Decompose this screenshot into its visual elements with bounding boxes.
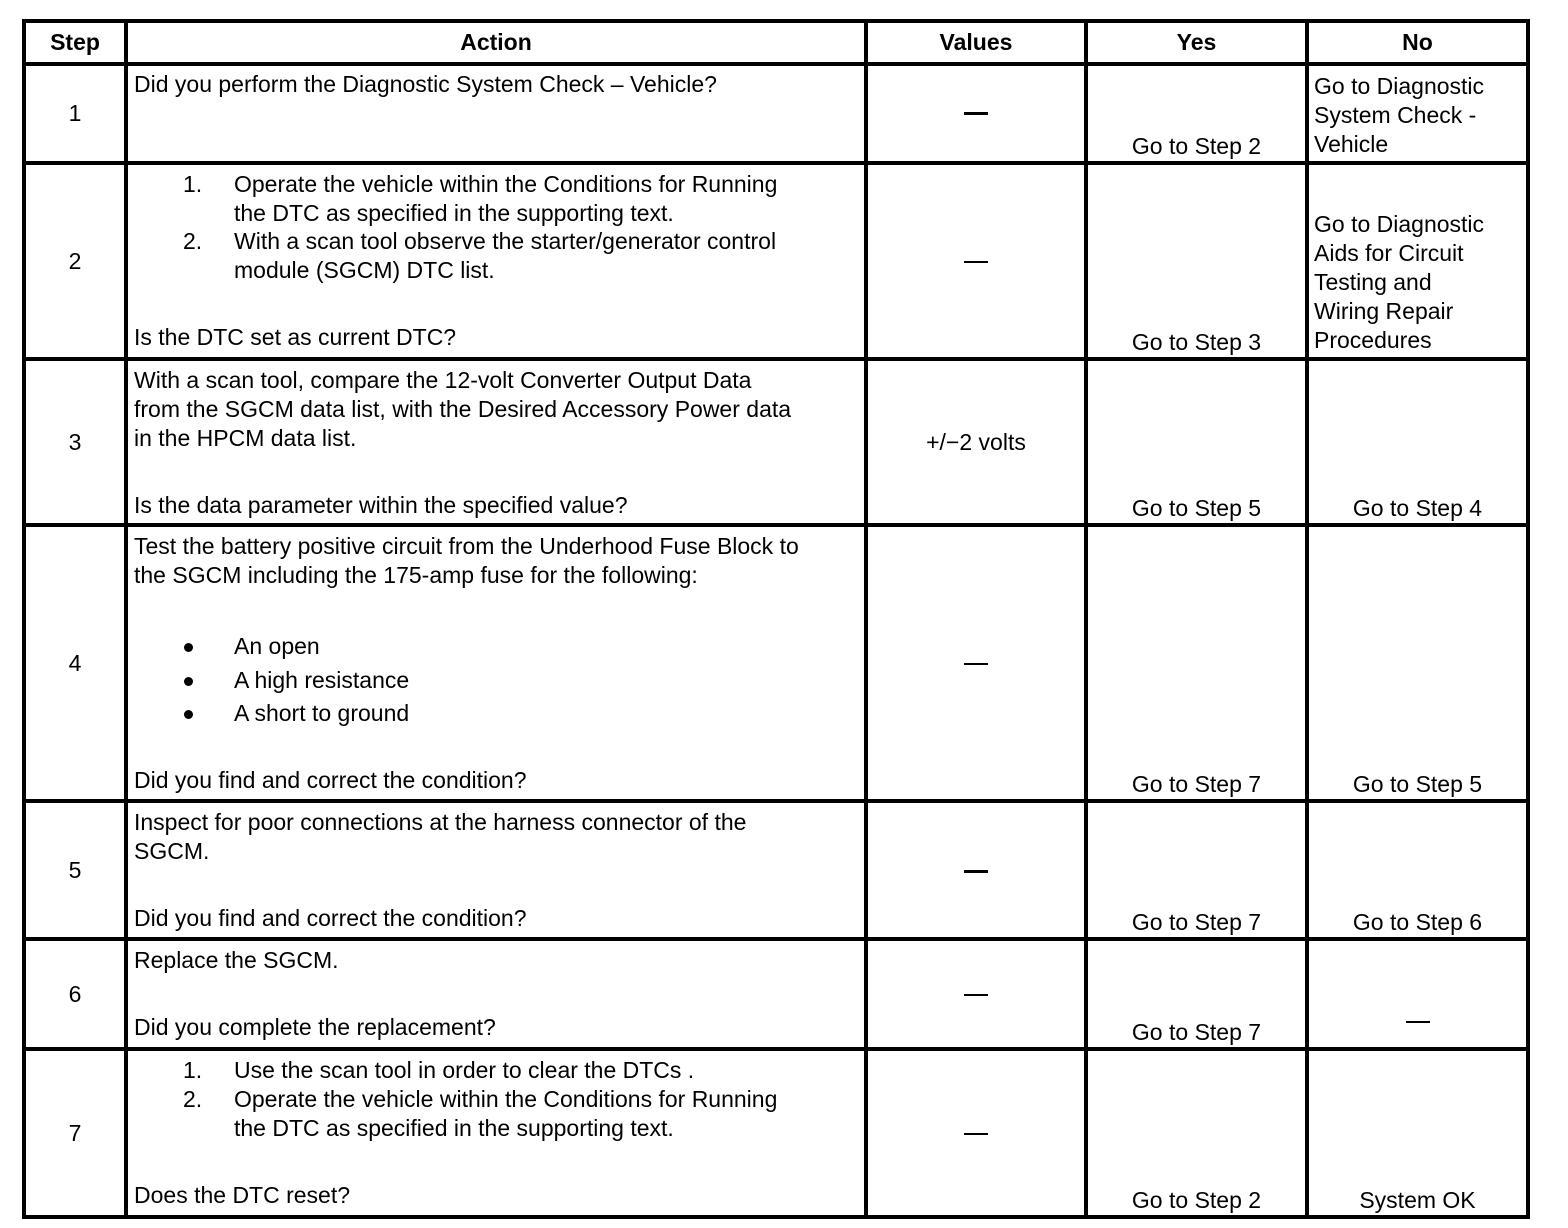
table-row: [24, 525, 1528, 801]
not-applicable-dash: [964, 870, 988, 873]
step-number: 3: [24, 359, 126, 525]
values-cell: [866, 1049, 1086, 1217]
no-line: Aids for Circuit: [1314, 240, 1464, 266]
action-line: from the SGCM data list, with the Desired Accessory Power data: [134, 396, 792, 422]
header-yes: Yes: [1086, 21, 1307, 64]
action-line: SGCM.: [134, 838, 210, 864]
step-number: 2: [24, 163, 126, 359]
bullet-text: A high resistance: [234, 667, 410, 693]
step-number: 5: [24, 801, 126, 939]
table-row: [24, 64, 1528, 163]
header-no: No: [1307, 21, 1528, 64]
no-line: Procedures: [1314, 327, 1432, 353]
diagnostic-table: [22, 19, 1530, 1219]
action-question: Does the DTC reset?: [134, 1182, 351, 1208]
yes-cell: Go to Step 5: [1086, 359, 1307, 525]
no-cell: Go to Step 4: [1307, 359, 1528, 525]
action-question: Did you find and correct the condition?: [134, 767, 527, 793]
action-cell: [126, 525, 866, 801]
table-row: [24, 163, 1528, 359]
action-text: [134, 808, 860, 866]
yes-cell: Go to Step 7: [1086, 939, 1307, 1049]
item-text: [234, 1085, 852, 1143]
action-cell: [126, 1049, 866, 1217]
bullet-icon: [184, 710, 193, 719]
item-line: the DTC as specified in the supporting text.: [234, 200, 674, 226]
no-line: Testing and: [1314, 269, 1432, 295]
table-row: [24, 359, 1528, 525]
no-line: Wiring Repair: [1314, 298, 1454, 324]
item-number: 1.: [183, 1057, 203, 1083]
header-row: [24, 21, 1528, 64]
action-text: [134, 532, 860, 590]
values-cell: [866, 939, 1086, 1049]
action-question: Is the DTC set as current DTC?: [134, 324, 457, 350]
action-line: Test the battery positive circuit from the Underhood Fuse Block to: [134, 533, 799, 559]
bullet-icon: [184, 677, 193, 686]
values-cell: [866, 163, 1086, 359]
action-cell: [126, 64, 866, 163]
item-text: [234, 227, 852, 285]
item-line: Operate the vehicle within the Conditions for Running: [234, 171, 778, 197]
action-text: [134, 946, 860, 975]
action-text: [134, 366, 860, 453]
table-row: [24, 801, 1528, 939]
no-line: Vehicle: [1314, 131, 1389, 157]
yes-cell: Go to Step 2: [1086, 1049, 1307, 1217]
action-line: in the HPCM data list.: [134, 425, 357, 451]
item-text: [234, 170, 852, 228]
table-row: [24, 939, 1528, 1049]
action-cell: [126, 163, 866, 359]
values-cell: [866, 525, 1086, 801]
no-line: Go to Diagnostic: [1314, 211, 1485, 237]
step-number: 7: [24, 1049, 126, 1217]
not-applicable-dash: [1406, 1021, 1430, 1023]
item-number: 2.: [183, 1086, 203, 1112]
action-question: Is the data parameter within the specified value?: [134, 492, 628, 518]
item-number: 2.: [183, 228, 203, 254]
no-cell: [1307, 163, 1528, 359]
not-applicable-dash: [964, 1133, 988, 1135]
item-number: 1.: [183, 171, 203, 197]
yes-cell: Go to Step 7: [1086, 525, 1307, 801]
action-question: Did you complete the replacement?: [134, 1014, 496, 1040]
action-cell: [126, 801, 866, 939]
yes-cell: Go to Step 3: [1086, 163, 1307, 359]
item-line: module (SGCM) DTC list.: [234, 257, 495, 283]
header-values: Values: [866, 21, 1086, 64]
item-line: the DTC as specified in the supporting text.: [234, 1115, 674, 1141]
action-line: Inspect for poor connections at the harness connector of the: [134, 809, 747, 835]
action-question: Did you perform the Diagnostic System Check – Vehicle?: [134, 71, 717, 97]
table-row: [24, 1049, 1528, 1217]
values-cell: [866, 64, 1086, 163]
not-applicable-dash: [964, 112, 988, 115]
step-number: 6: [24, 939, 126, 1049]
action-question: Did you find and correct the condition?: [134, 905, 527, 931]
no-cell: Go to Step 5: [1307, 525, 1528, 801]
item-text: [234, 1056, 852, 1085]
bullet-text: An open: [234, 633, 320, 659]
action-cell: [126, 359, 866, 525]
not-applicable-dash: [964, 994, 988, 996]
item-line: With a scan tool observe the starter/generator control: [234, 228, 777, 254]
no-line: System Check -: [1314, 102, 1477, 128]
values-cell: +/−2 volts: [866, 359, 1086, 525]
action-cell: [126, 939, 866, 1049]
item-line: Use the scan tool in order to clear the DTCs .: [234, 1057, 695, 1083]
no-line: Go to Diagnostic: [1314, 73, 1485, 99]
action-line: Replace the SGCM.: [134, 947, 339, 973]
action-line: With a scan tool, compare the 12-volt Converter Output Data: [134, 367, 752, 393]
step-number: 4: [24, 525, 126, 801]
item-line: Operate the vehicle within the Conditions for Running: [234, 1086, 778, 1112]
action-line: the SGCM including the 175-amp fuse for the following:: [134, 562, 698, 588]
step-number: 1: [24, 64, 126, 163]
yes-cell: Go to Step 2: [1086, 64, 1307, 163]
not-applicable-dash: [964, 663, 988, 665]
header-step: Step: [24, 21, 126, 64]
no-cell: System OK: [1307, 1049, 1528, 1217]
bullet-icon: [184, 643, 193, 652]
yes-cell: Go to Step 7: [1086, 801, 1307, 939]
not-applicable-dash: [964, 261, 988, 263]
no-cell: [1307, 64, 1528, 163]
no-cell: [1307, 939, 1528, 1049]
bullet-text: A short to ground: [234, 700, 410, 726]
header-action: Action: [126, 21, 866, 64]
no-cell: Go to Step 6: [1307, 801, 1528, 939]
values-cell: [866, 801, 1086, 939]
